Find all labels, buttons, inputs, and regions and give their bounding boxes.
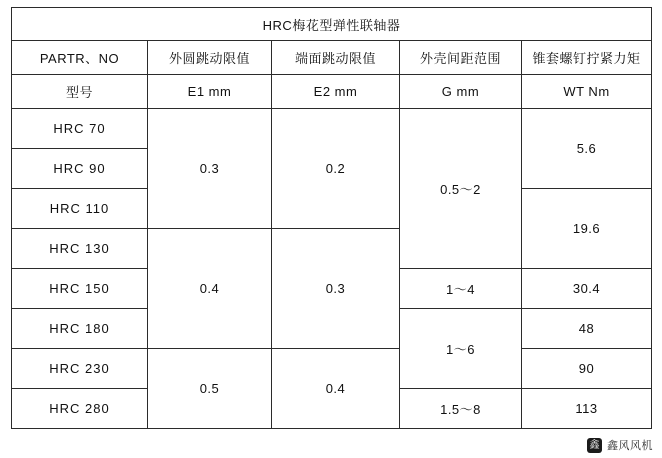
wt-value-6: 113	[522, 389, 652, 429]
header-model-line2: 型号	[12, 75, 148, 109]
header-e1-line2: E1 mm	[148, 75, 272, 109]
g-value-4: 1.5～8	[400, 389, 522, 429]
e1-value-group-2: 0.4	[148, 229, 272, 349]
e2-value-group-3: 0.4	[272, 349, 400, 429]
header-e2-line1: 端面跳动限值	[272, 41, 400, 75]
table-title-row	[12, 8, 652, 41]
header-model-line1: PARTR、NO	[12, 41, 148, 75]
wt-value-1: 5.6	[522, 109, 652, 189]
model-hrc-180: HRC 180	[12, 309, 148, 349]
wt-value-5: 90	[522, 349, 652, 389]
e1-value-group-1: 0.3	[148, 109, 272, 229]
watermark-label: 鑫风风机	[607, 440, 653, 452]
header-e2-line2: E2 mm	[272, 75, 400, 109]
model-hrc-280: HRC 280	[12, 389, 148, 429]
g-value-3: 1～6	[400, 309, 522, 389]
model-hrc-130: HRC 130	[12, 229, 148, 269]
g-value-2: 1～4	[400, 269, 522, 309]
header-wt-line1: 锥套螺钉拧紧力矩	[522, 41, 652, 75]
e2-value-group-1: 0.2	[272, 109, 400, 229]
g-value-group-1: 0.5～2	[400, 109, 522, 269]
table-header-row-2	[12, 75, 652, 109]
model-hrc-230: HRC 230	[12, 349, 148, 389]
header-wt-line2: WT Nm	[522, 75, 652, 109]
header-g-line1: 外壳间距范围	[400, 41, 522, 75]
model-hrc-110: HRC 110	[12, 189, 148, 229]
table-header-row-1	[12, 41, 652, 75]
header-e1-line1: 外圆跳动限值	[148, 41, 272, 75]
wt-value-2: 19.6	[522, 189, 652, 269]
wt-value-3: 30.4	[522, 269, 652, 309]
model-hrc-150: HRC 150	[12, 269, 148, 309]
table-row	[12, 349, 652, 389]
header-g-line2: G mm	[400, 75, 522, 109]
model-hrc-70: HRC 70	[12, 109, 148, 149]
table-title: HRC梅花型弹性联轴器	[12, 8, 652, 41]
specification-table	[11, 7, 652, 429]
wt-value-4: 48	[522, 309, 652, 349]
e2-value-group-2: 0.3	[272, 229, 400, 349]
model-hrc-90: HRC 90	[12, 149, 148, 189]
document-page	[0, 7, 662, 458]
brand-logo-icon: 鑫	[587, 438, 602, 453]
footer-area	[0, 439, 662, 458]
e1-value-group-3: 0.5	[148, 349, 272, 429]
table-row	[12, 109, 652, 149]
